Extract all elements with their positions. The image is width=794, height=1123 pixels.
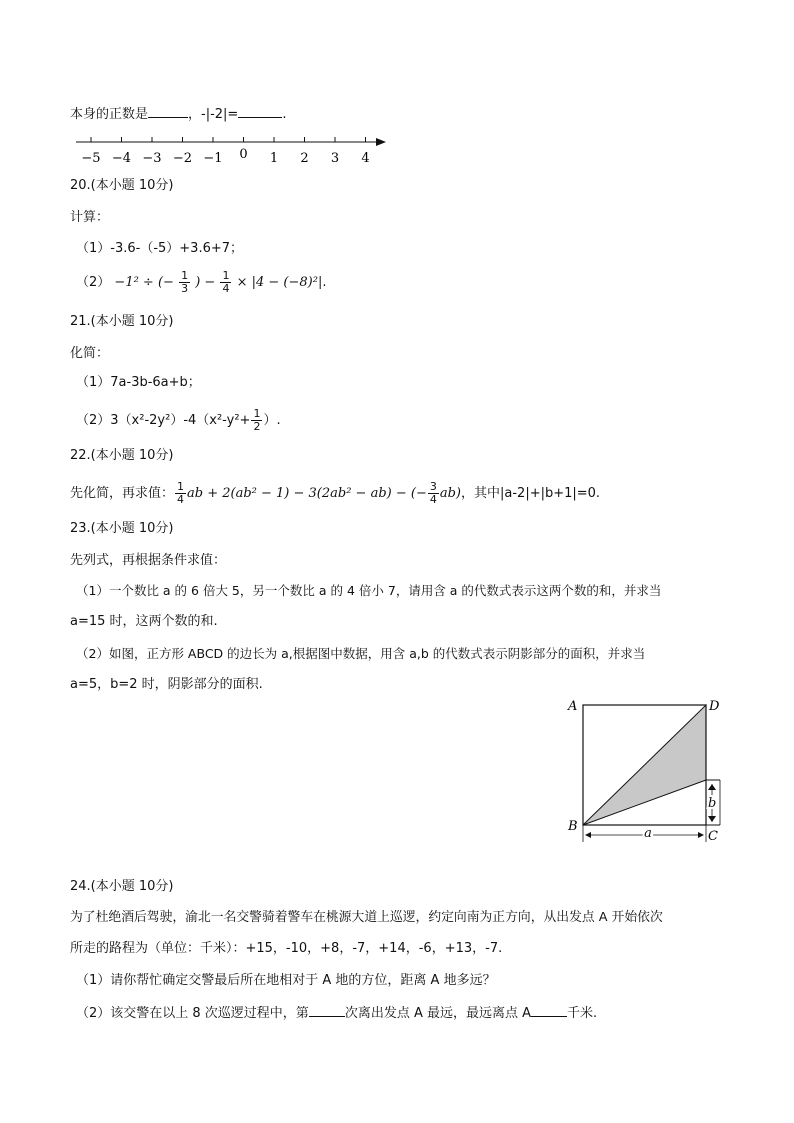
q20-expr-a: −1² ÷ (−	[114, 275, 174, 290]
q24-heading: 24.(本小题 10分)	[70, 879, 174, 894]
q23-part2-line1: （2）如图，正方形 ABCD 的边长为 a,根据图中数据，用含 a,b 的代数式表示阴影部分的面积，并求当	[76, 646, 646, 661]
fraction: $\frac{1}{3}$	[181, 269, 189, 295]
fraction: $\frac{1}{4}$	[222, 269, 230, 295]
number-line-label: −2	[172, 151, 193, 166]
q23-heading: 23.(本小题 10分)	[70, 521, 174, 536]
q21-instruction: 化简：	[70, 346, 110, 361]
q21-expr-a: （2）3（x²-2y²）-4（x²-y²+	[76, 413, 251, 428]
fraction: $\frac{1}{2}$	[253, 407, 261, 433]
vertex-d-label: D	[709, 699, 720, 714]
q24-part2-c: 千米.	[567, 1006, 598, 1021]
answer-blank[interactable]	[309, 1003, 345, 1017]
number-line	[70, 132, 390, 168]
q24-line1: 为了杜绝酒后驾驶，渝北一名交警骑着警车在桃源大道上巡逻，约定向南为正方向，从出发点 A 开始依次	[70, 910, 663, 925]
q21-part2	[76, 408, 281, 433]
number-line-label: 2	[300, 151, 309, 166]
q22-expr-b: ab)	[439, 486, 462, 501]
number-line-label: −3	[142, 151, 162, 166]
square-abcd-figure	[560, 692, 740, 852]
side-a-label: a	[644, 826, 652, 841]
number-line-label: −5	[81, 151, 101, 166]
q20-heading: 20.(本小题 10分)	[70, 178, 174, 193]
q20-expr-c: × |4 − (−8)²|	[236, 275, 323, 290]
q19-fill-line	[70, 104, 286, 124]
vertex-b-label: B	[568, 819, 578, 834]
q23-part2-line2: a=5，b=2 时，阴影部分的面积.	[70, 677, 263, 692]
q19-text-a: 本身的正数是	[70, 107, 149, 122]
q20-instruction: 计算：	[70, 210, 110, 225]
fraction: $\frac{3}{4}$	[429, 480, 437, 506]
side-b-label: b	[708, 796, 717, 811]
q23-instruction: 先列式，再根据条件求值：	[70, 553, 227, 568]
number-line-label: 3	[330, 151, 340, 166]
q24-part2-b: 次离出发点 A 最远，最远离点 A	[344, 1006, 531, 1021]
q21-expr-b: ）.	[263, 413, 281, 428]
answer-blank[interactable]	[148, 104, 188, 118]
answer-blank[interactable]	[531, 1003, 567, 1017]
q22-condition: ，其中|a-2|+|b+1|=0.	[461, 486, 601, 501]
q19-text-b: ，-|-2|=	[188, 107, 239, 122]
q24-part2-a: （2）该交警在以上 8 次巡逻过程中，第	[76, 1006, 309, 1021]
q24-part2	[76, 1003, 597, 1023]
fraction: $\frac{1}{4}$	[177, 480, 185, 506]
number-line-label: −1	[203, 151, 223, 166]
number-line-label: 1	[269, 151, 279, 166]
vertex-c-label: C	[708, 829, 718, 844]
q19-period: .	[282, 107, 287, 122]
number-line-label: 0	[239, 147, 248, 162]
q22-lead: 先化简，再求值：	[70, 486, 175, 501]
q24-line2: 所走的路程为（单位：千米）：+15，-10，+8，-7，+14，-6，+13，-7.	[70, 941, 503, 956]
q20-expr-b: ) −	[195, 275, 216, 290]
number-line-label: −4	[111, 151, 132, 166]
q24-part1: （1）请你帮忙确定交警最后所在地相对于 A 地的方位，距离 A 地多远？	[76, 973, 496, 988]
number-line-label: 4	[361, 151, 370, 166]
q23-part1-line2: a=15 时，这两个数的和.	[70, 614, 218, 629]
q20-part2-label: （2）	[76, 275, 111, 290]
q20-part1: （1）-3.6-（-5）+3.6+7；	[76, 241, 244, 256]
q21-heading: 21.(本小题 10分)	[70, 314, 174, 329]
answer-blank[interactable]	[238, 104, 282, 118]
q21-part1: （1）7a-3b-6a+b；	[76, 375, 201, 390]
vertex-a-label: A	[568, 699, 578, 714]
q22-heading: 22.(本小题 10分)	[70, 448, 174, 463]
q22-expression	[70, 481, 600, 506]
q22-expr-a: ab + 2(ab² − 1) − 3(2ab² − ab) − (−	[187, 486, 427, 501]
q20-part2	[76, 270, 326, 295]
q23-part1-line1: （1）一个数比 a 的 6 倍大 5，另一个数比 a 的 4 倍小 7，请用含 a 的代数式表示这两个数的和，并求当	[76, 583, 662, 598]
q20-period: .	[322, 275, 327, 290]
